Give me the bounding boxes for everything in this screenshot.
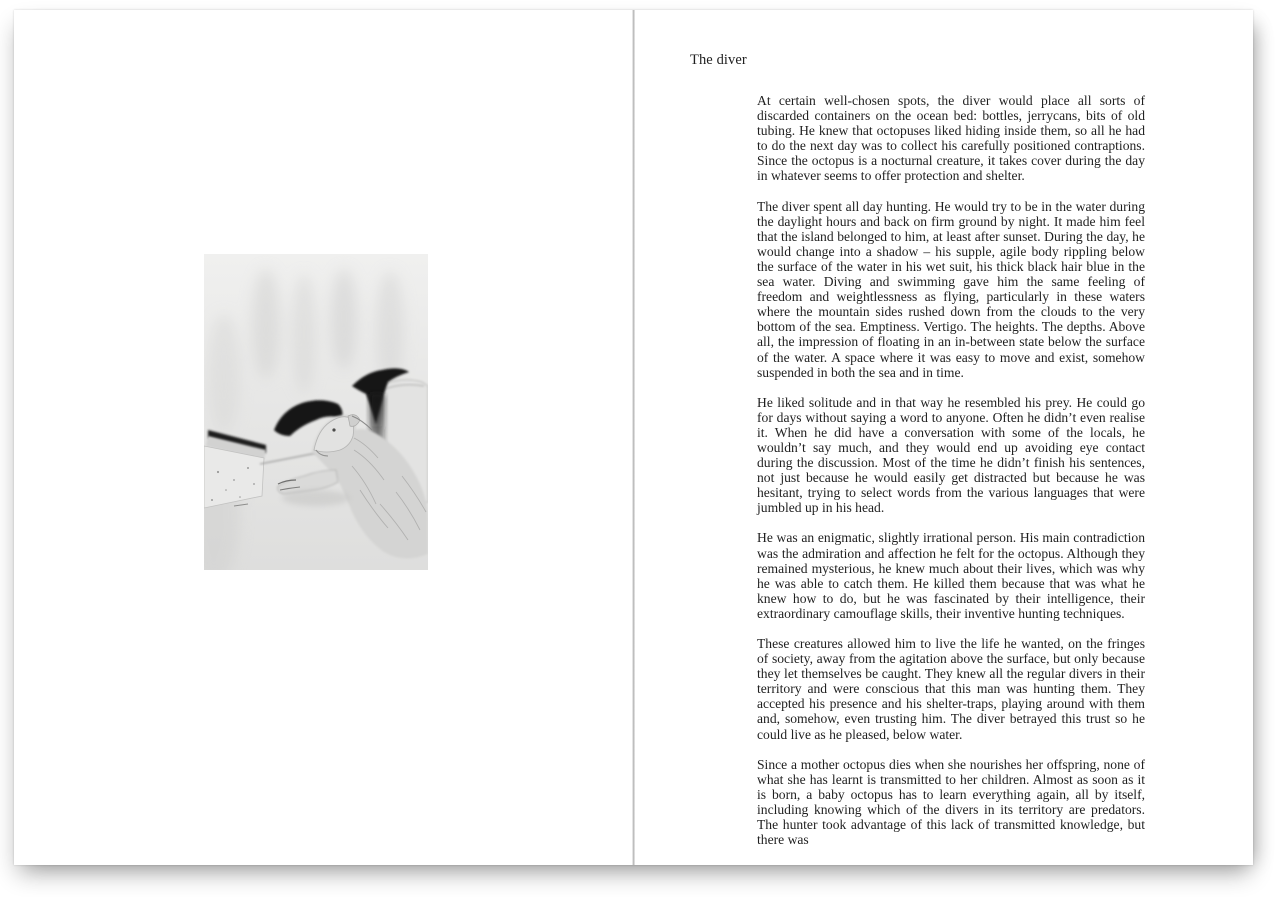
diver-artwork — [204, 254, 428, 570]
body-paragraph: Since a mother octopus dies when she nourishes her offspring, none of what she has learnt is transmitted to her children. Almost as soon as it is born, a baby octopus has to learn everything again, all by itself, including knowing which of the divers in its territory are predators. The hunter took advantage of this lack of transmitted knowledge, but there was — [757, 756, 1145, 848]
book-spread — [14, 10, 1253, 865]
body-paragraph: The diver spent all day hunting. He would try to be in the water during the daylight hours and back on firm ground by night. It made him feel that the island belonged to him, at least after sunset. During the day, he would change into a shadow – his supple, agile body rippling below the surface of the water in his wet suit, his thick black hair blue in the sea water. Diving and swimming gave him the same feeling of freedom and weightlessness as flying, particularly in these waters where the mountain sides rushed down from the clouds to the very bottom of the sea. Emptiness. Vertigo. The heights. The depths. Above all, the impression of floating in an in-between state below the surface of the water. A space where it was easy to move and exist, somehow suspended in both the sea and in time. — [757, 198, 1145, 380]
body-text-column — [757, 93, 1145, 847]
left-page — [14, 10, 633, 865]
body-paragraph: At certain well-chosen spots, the diver would place all sorts of discarded containers on the ocean bed: bottles, jerrycans, bits of old tubing. He knew that octopuses liked hiding inside them, so all he had to do the next day was to collect his carefully positioned contraptions. Since the octopus is a nocturnal creature, it takes cover during the day in whatever seems to offer protection and shelter. — [757, 93, 1145, 184]
body-paragraph: He liked solitude and in that way he resembled his prey. He could go for days without saying a word to anyone. Often he didn’t even realise it. When he did have a conversation with some of the locals, he wouldn’t say much, and they would end up avoiding eye contact during the discussion. Most of the time he didn’t finish his sentences, not just because he would easily get distracted but because he was hesitant, trying to select words from the various languages that were jumbled up in his head. — [757, 394, 1145, 516]
graphite-drawing-dog-and-block-illustration — [204, 254, 428, 570]
body-paragraph: He was an enigmatic, slightly irrational person. His main contradiction was the admiration and affection he felt for the octopus. Although they remained mysterious, he knew much about their lives, which was why he was able to catch them. He killed them because that was what he knew how to do, but he was fascinated by their intelligence, their extraordinary camouflage skills, their inventive hunting techniques. — [757, 530, 1145, 621]
right-page — [635, 10, 1253, 865]
chapter-title: The diver — [690, 52, 747, 68]
body-paragraph: These creatures allowed him to live the life he wanted, on the fringes of society, away from the agitation above the surface, but only because they let themselves be caught. They knew all the regular divers in their territory and were conscious that this man was hunting them. They accepted his presence and his shelter-traps, playing around with them and, somehow, even trusting him. The diver betrayed this trust so he could live as he pleased, below water. — [757, 636, 1145, 742]
